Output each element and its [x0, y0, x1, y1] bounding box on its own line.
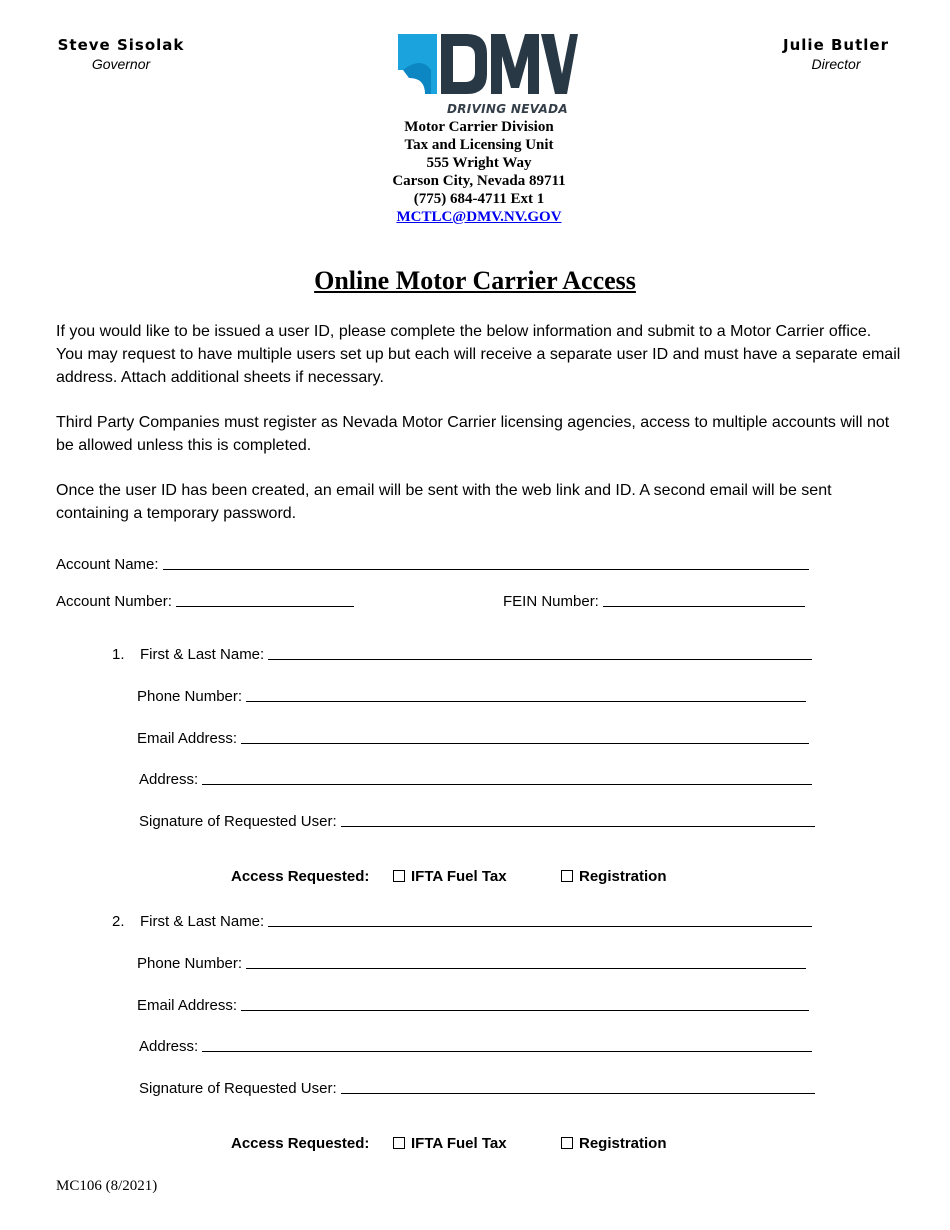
user-2-registration-label: Registration [579, 1135, 667, 1152]
division-address-block [330, 118, 628, 226]
user-1-name-field[interactable] [112, 646, 812, 663]
account-name-label: Account Name: [56, 556, 159, 573]
form-id: MC106 (8/2021) [56, 1178, 158, 1194]
user-2-phone-label: Phone Number: [137, 955, 243, 972]
fein-number-label: FEIN Number: [503, 593, 599, 610]
user-1-email-field[interactable] [137, 730, 809, 747]
director-block [776, 36, 896, 72]
user-1-name-line[interactable] [268, 659, 812, 660]
user-2-name-label: First & Last Name: [140, 913, 265, 930]
phone-number: (775) 684-4711 Ext 1 [413, 191, 545, 207]
user-1-access-label: Access Requested: [231, 868, 370, 885]
user-1-email-label: Email Address: [137, 730, 238, 747]
user-1-signature-line[interactable] [341, 826, 815, 827]
user-1-name-label: First & Last Name: [140, 646, 265, 663]
user-1-ifta-checkbox[interactable] [393, 870, 405, 882]
user-1-phone-field[interactable] [137, 688, 806, 705]
governor-title: Governor [91, 56, 151, 72]
user-2-address-label: Address: [139, 1038, 199, 1055]
unit-name: Tax and Licensing Unit [404, 137, 554, 153]
user-1-ifta-label: IFTA Fuel Tax [411, 868, 507, 885]
user-2-number: 2. [112, 913, 125, 930]
user-2-name-line[interactable] [268, 926, 812, 927]
user-2-access-label: Access Requested: [231, 1135, 370, 1152]
director-title: Director [811, 56, 861, 72]
email-link[interactable]: MCTLC@DMV.NV.GOV [396, 209, 562, 225]
account-name-field[interactable] [56, 556, 809, 573]
user-2-registration-option[interactable] [561, 1135, 667, 1152]
account-name-line[interactable] [163, 569, 809, 570]
user-1-signature-field[interactable] [139, 813, 815, 830]
user-2-registration-checkbox[interactable] [561, 1137, 573, 1149]
third-party-paragraph: Third Party Companies must register as Nevada Motor Carrier licensing agencies, access to multiple accounts will not be allowed unless this is completed. [56, 414, 890, 454]
account-number-line[interactable] [176, 606, 354, 607]
user-1-phone-label: Phone Number: [137, 688, 243, 705]
user-1-address-label: Address: [139, 771, 199, 788]
director-name: Julie Butler [783, 36, 889, 54]
user-1-registration-option[interactable] [561, 868, 667, 885]
user-1-number: 1. [112, 646, 125, 663]
user-2-signature-label: Signature of Requested User: [139, 1080, 337, 1097]
user-1-address-field[interactable] [139, 771, 812, 788]
user-1-address-line[interactable] [202, 784, 812, 785]
user-1-registration-checkbox[interactable] [561, 870, 573, 882]
instructions-paragraph: If you would like to be issued a user ID, please complete the below information and submit to a Motor Carrier office. You may request to have multiple users set up but each will receive a separate user ID and must have a separate email address. Attach additional sheets if necessary. [56, 323, 901, 386]
user-2-address-line[interactable] [202, 1051, 812, 1052]
street-address: 555 Wright Way [426, 155, 532, 171]
user-1-email-line[interactable] [241, 743, 809, 744]
account-number-field[interactable] [56, 593, 354, 610]
user-1-ifta-option[interactable] [393, 868, 507, 885]
logo-tagline: DRIVING NEVADA [447, 102, 568, 116]
user-2-email-line[interactable] [241, 1010, 809, 1011]
account-number-label: Account Number: [56, 593, 172, 610]
user-2-email-field[interactable] [137, 997, 809, 1014]
city-address: Carson City, Nevada 89711 [392, 173, 566, 189]
user-2-email-label: Email Address: [137, 997, 238, 1014]
user-1-phone-line[interactable] [246, 701, 806, 702]
page-title: Online Motor Carrier Access [314, 266, 636, 295]
user-1-signature-label: Signature of Requested User: [139, 813, 337, 830]
user-2-signature-field[interactable] [139, 1080, 815, 1097]
nevada-dmv-logo [395, 32, 580, 118]
user-2-ifta-label: IFTA Fuel Tax [411, 1135, 507, 1152]
fein-number-field[interactable] [503, 593, 805, 610]
fein-number-line[interactable] [603, 606, 805, 607]
user-2-name-field[interactable] [112, 913, 812, 930]
user-2-address-field[interactable] [139, 1038, 812, 1055]
email-notice-paragraph: Once the user ID has been created, an email will be sent with the web link and ID. A second email will be sent containing a temporary password. [56, 482, 832, 522]
user-2-signature-line[interactable] [341, 1093, 815, 1094]
user-2-ifta-option[interactable] [393, 1135, 507, 1152]
division-name: Motor Carrier Division [404, 119, 554, 135]
governor-block [50, 36, 192, 72]
user-2-phone-line[interactable] [246, 968, 806, 969]
user-2-ifta-checkbox[interactable] [393, 1137, 405, 1149]
user-1-registration-label: Registration [579, 868, 667, 885]
user-2-phone-field[interactable] [137, 955, 806, 972]
governor-name: Steve Sisolak [57, 36, 185, 54]
